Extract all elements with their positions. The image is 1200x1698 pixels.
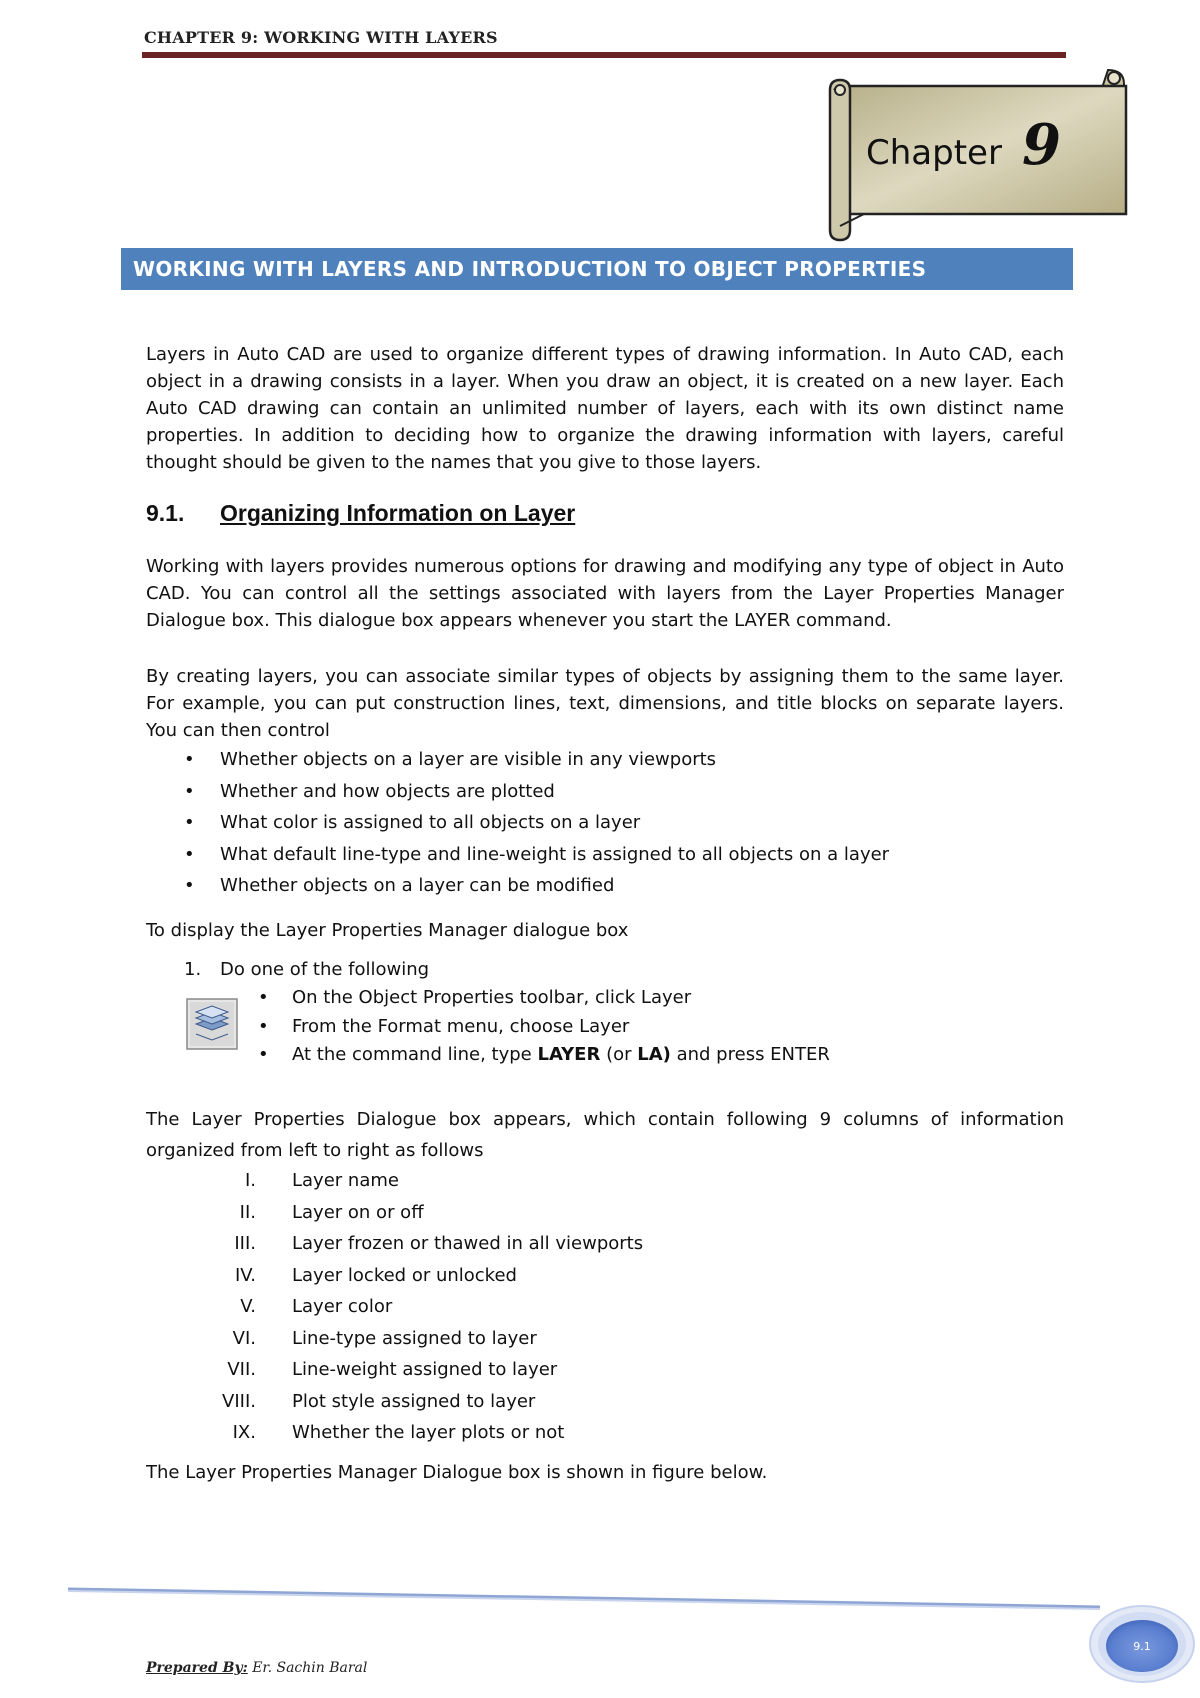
- roman-numeral: III.: [234, 1233, 256, 1254]
- command-alias: LA): [637, 1044, 671, 1065]
- intro-paragraph: Layers in Auto CAD are used to organize different types of drawing information. In Auto CAD, each object in a drawing consists in a layer. When you draw an object, it is created on a new layer. Each Auto CAD drawing can contain an unlimited number of layers, each with its own distinct name properties. In addition to deciding how to organize the drawing information with layers, careful thought should be given to the names that you give to those layers.: [146, 344, 1064, 473]
- list-item: [200, 1419, 643, 1451]
- step-text: Do one of the following: [220, 959, 430, 980]
- list-item: • Whether objects on a layer are visible in any viewports: [182, 746, 889, 778]
- list-item: [200, 1167, 643, 1199]
- list-item: • From the Format menu, choose Layer: [256, 1013, 830, 1042]
- list-item-text: Layer name: [292, 1170, 399, 1191]
- layers-icon: [186, 998, 238, 1050]
- step-number: 1.: [184, 959, 202, 980]
- list-item-text: Whether the layer plots or not: [292, 1422, 565, 1443]
- command-name: LAYER: [537, 1044, 601, 1065]
- paragraph-columns-intro: The Layer Properties Dialogue box appears, which contain following 9 columns of information organized from left to right as follows: [146, 1109, 1064, 1161]
- section-number: 9.1.: [146, 500, 185, 526]
- roman-numeral: I.: [244, 1170, 256, 1191]
- list-item-text: Layer color: [292, 1296, 393, 1317]
- closing-line: The Layer Properties Manager Dialogue box is shown in figure below.: [146, 1462, 768, 1483]
- prepared-by-label: Prepared By:: [146, 1660, 248, 1676]
- list-item-text: Layer frozen or thawed in all viewports: [292, 1233, 644, 1254]
- list-item-text: Plot style assigned to layer: [292, 1390, 536, 1412]
- paragraph-layers-options: Working with layers provides numerous options for drawing and modifying any type of object in Auto CAD. You can control all the settings associated with layers from the Layer Properties Manager Dialogue box. This dialogue box appears whenever you start the LAYER command.: [146, 556, 1064, 631]
- roman-numeral: VIII.: [222, 1390, 256, 1412]
- list-item: • What default line-type and line-weight is assigned to all objects on a layer: [182, 841, 889, 873]
- author-name: Er. Sachin Baral: [247, 1660, 368, 1676]
- roman-numeral: IV.: [234, 1264, 256, 1286]
- header-rule: [142, 52, 1066, 58]
- running-header: CHAPTER 9: WORKING WITH LAYERS: [144, 28, 498, 47]
- footer-divider: [0, 1585, 1200, 1625]
- list-item: [200, 1325, 643, 1357]
- list-item-text: Line-type assigned to layer: [292, 1327, 537, 1349]
- prepared-by: [146, 1660, 367, 1676]
- control-bullet-list: [182, 746, 889, 904]
- roman-numeral: IX.: [232, 1422, 256, 1443]
- option-text: (or: [600, 1044, 638, 1065]
- list-item: [200, 1356, 643, 1388]
- list-item: [200, 1388, 643, 1420]
- list-item-text: Layer locked or unlocked: [292, 1264, 517, 1286]
- list-item: • What color is assigned to all objects on a layer: [182, 809, 889, 841]
- section-heading: [146, 500, 575, 527]
- page-number-badge: [1086, 1594, 1196, 1684]
- option-text: and press ENTER: [670, 1044, 830, 1065]
- roman-numeral: VI.: [232, 1327, 256, 1349]
- section-title: Organizing Information on Layer: [220, 500, 576, 526]
- list-item: [200, 1293, 643, 1325]
- list-item-text: Layer on or off: [292, 1201, 424, 1223]
- list-item: [200, 1230, 643, 1262]
- list-item-text: Line-weight assigned to layer: [292, 1359, 558, 1380]
- list-item: [200, 1199, 643, 1231]
- page-number: 9.1: [1133, 1640, 1151, 1653]
- chapter-label: Chapter: [866, 133, 1002, 173]
- roman-numeral: VII.: [227, 1359, 256, 1380]
- list-item: • Whether objects on a layer can be modified: [182, 872, 889, 904]
- display-intro: To display the Layer Properties Manager dialogue box: [146, 920, 629, 941]
- roman-numeral: II.: [239, 1201, 256, 1223]
- columns-list: [200, 1167, 643, 1451]
- list-item: • Whether and how objects are plotted: [182, 778, 889, 810]
- list-item: [200, 1262, 643, 1294]
- list-item: [256, 1041, 830, 1070]
- paragraph-creating-layers: By creating layers, you can associate similar types of objects by assigning them to the same layer. For example, you can put construction lines, text, dimensions, and title blocks on separate layers. You can then control: [146, 666, 1064, 741]
- chapter-title-band: WORKING WITH LAYERS AND INTRODUCTION TO OBJECT PROPERTIES: [121, 248, 1073, 290]
- chapter-number: 9: [1022, 112, 1061, 178]
- option-text: At the command line, type: [292, 1044, 538, 1065]
- roman-numeral: V.: [240, 1296, 256, 1317]
- list-item: • On the Object Properties toolbar, click Layer: [256, 984, 830, 1013]
- step-options-list: [256, 984, 830, 1070]
